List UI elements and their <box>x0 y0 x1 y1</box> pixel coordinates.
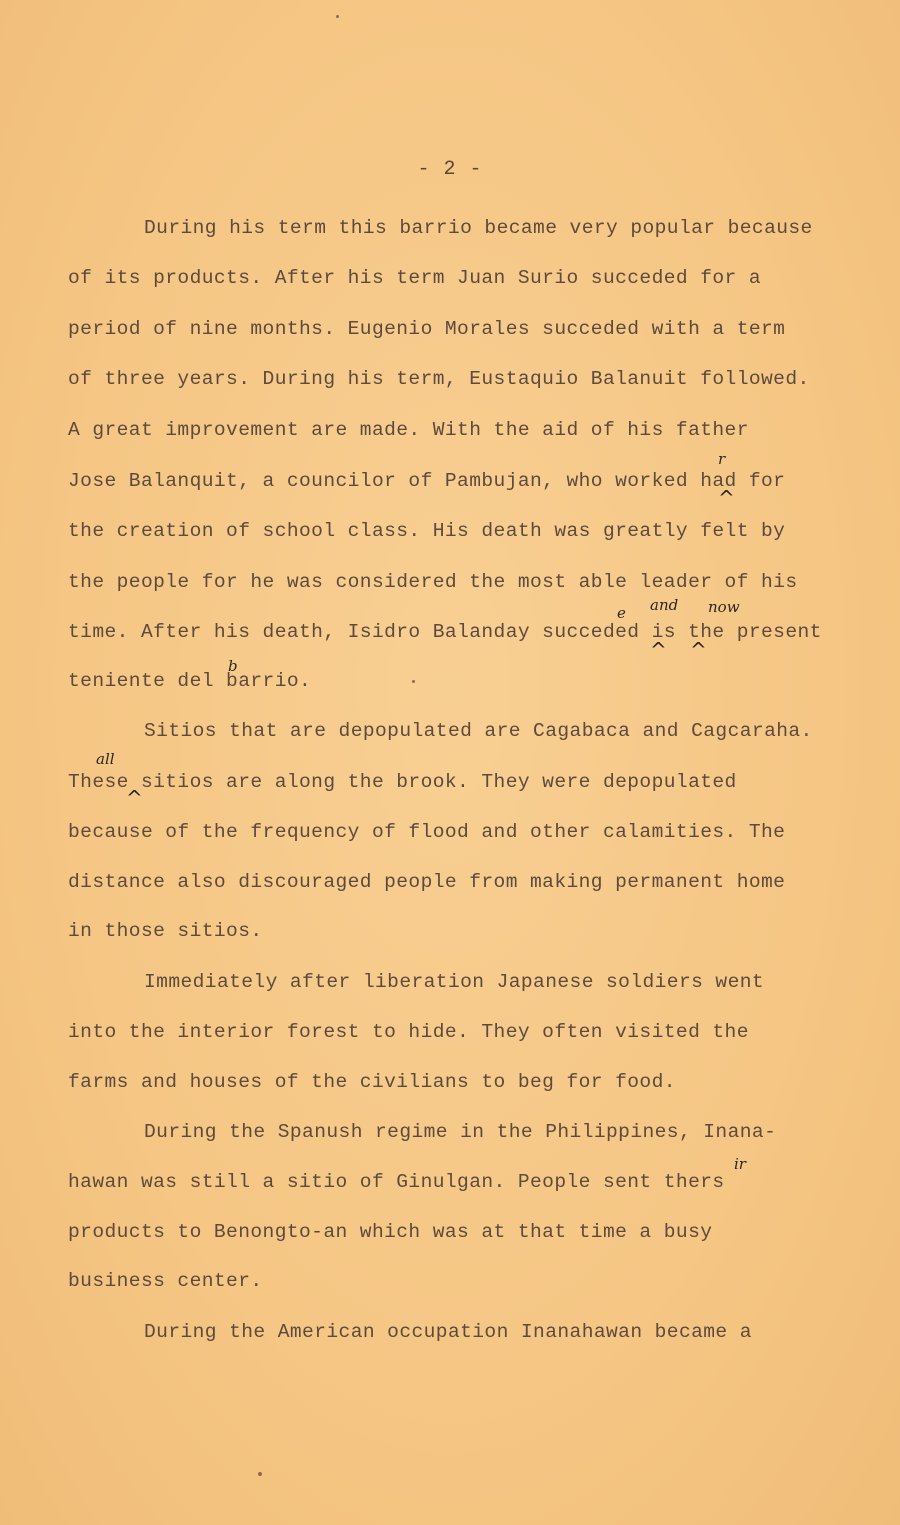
text-line: teniente del barrio. <box>68 670 312 692</box>
insertion-caret-icon: ^ <box>690 638 707 662</box>
text-line: During his term this barrio became very popular because <box>144 217 813 239</box>
handwritten-correction: all <box>96 750 115 768</box>
text-line: farms and houses of the civilians to beg for food. <box>68 1071 676 1093</box>
handwritten-correction: b <box>228 657 238 675</box>
text-line: because of the frequency of flood and other calamities. The <box>68 821 786 843</box>
text-line: During the American occupation Inanahawan became a <box>144 1321 752 1343</box>
text-line: Immediately after liberation Japanese soldiers went <box>144 971 765 993</box>
text-line: During the Spanush regime in the Philippines, Inana- <box>144 1121 777 1143</box>
text-line: time. After his death, Isidro Balanday succeded is the present <box>68 621 822 643</box>
text-line: distance also discouraged people from making permanent home <box>68 871 786 893</box>
insertion-caret-icon: ^ <box>650 638 667 662</box>
text-line: A great improvement are made. With the aid of his father <box>68 419 749 441</box>
text-line: period of nine months. Eugenio Morales succeded with a term <box>68 318 786 340</box>
paper-speck <box>412 680 415 683</box>
handwritten-correction: e <box>617 604 626 622</box>
text-line: of three years. During his term, Eustaquio Balanuit followed. <box>68 368 810 390</box>
text-line: the creation of school class. His death was greatly felt by <box>68 520 786 542</box>
handwritten-correction: and <box>650 596 679 614</box>
text-line: in those sitios. <box>68 920 263 942</box>
text-line: business center. <box>68 1270 263 1292</box>
text-line: These sitios are along the brook. They were depopulated <box>68 771 737 793</box>
paper-speck <box>258 1472 262 1476</box>
handwritten-correction: r <box>718 450 726 468</box>
handwritten-correction: now <box>708 598 740 616</box>
handwritten-correction: ir <box>734 1155 746 1173</box>
text-line: of its products. After his term Juan Surio succeded for a <box>68 267 762 289</box>
text-line: products to Benongto-an which was at that time a busy <box>68 1221 713 1243</box>
insertion-caret-icon: ^ <box>718 486 735 510</box>
insertion-caret-icon: ^ <box>126 786 143 810</box>
text-line: Jose Balanquit, a councilor of Pambujan, who worked had for <box>68 470 786 492</box>
page-number: - 2 - <box>417 158 483 181</box>
text-line: hawan was still a sitio of Ginulgan. People sent thers <box>68 1171 725 1193</box>
paper-speck <box>336 15 339 18</box>
text-line: the people for he was considered the most able leader of his <box>68 571 798 593</box>
text-line: into the interior forest to hide. They often visited the <box>68 1021 749 1043</box>
text-line: Sitios that are depopulated are Cagabaca and Cagcaraha. <box>144 720 813 742</box>
